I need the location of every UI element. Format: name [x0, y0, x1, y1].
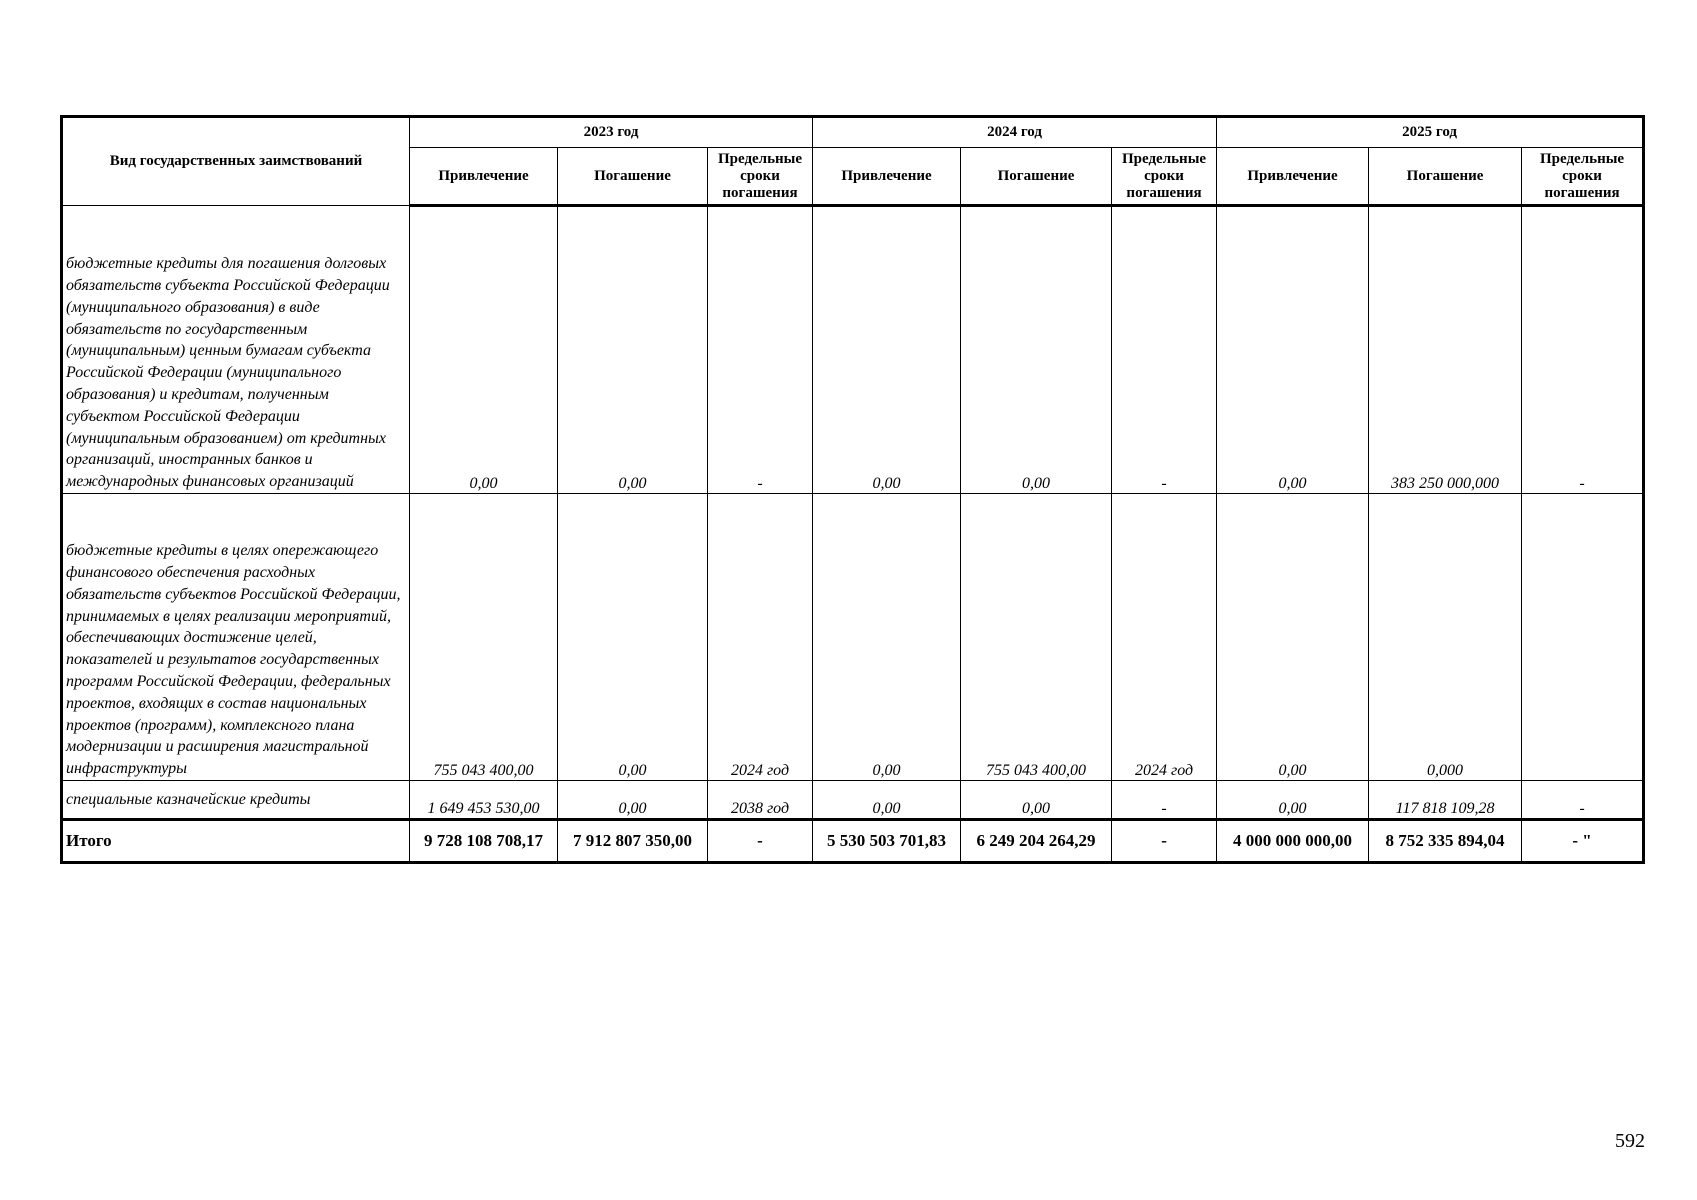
cell-value: 0,00	[1217, 206, 1369, 494]
col-header-deadline: Предельные сроки погашения	[708, 148, 813, 206]
cell-value: 0,00	[961, 781, 1112, 820]
row-name: специальные казначейские кредиты	[62, 781, 410, 820]
col-header-deadline: Предельные сроки погашения	[1112, 148, 1217, 206]
cell-value: 2038 год	[708, 781, 813, 820]
cell-value: -	[1112, 781, 1217, 820]
cell-value: -	[1522, 206, 1644, 494]
total-value: 6 249 204 264,29	[961, 820, 1112, 863]
cell-value: 0,00	[1217, 494, 1369, 781]
cell-value: 0,00	[558, 781, 708, 820]
total-value: -	[1112, 820, 1217, 863]
row-name: бюджетные кредиты в целях опережающего финансового обеспечения расходных обязательств субъектов Российской Федерации, принимаемых в целях реализации мероприятий, обеспечивающих достижение целей, показателей и результатов государственных программ Российской Федерации, федеральных проектов, входящих в состав национальных проектов (программ), комплексного плана модернизации и расширения магистральной инфраструктуры	[62, 494, 410, 781]
col-header-attraction: Привлечение	[410, 148, 558, 206]
col-header-attraction: Привлечение	[1217, 148, 1369, 206]
cell-value: 755 043 400,00	[961, 494, 1112, 781]
cell-value: 0,00	[558, 494, 708, 781]
total-value: 4 000 000 000,00	[1217, 820, 1369, 863]
type-column-header: Вид государственных заимствований	[62, 117, 410, 206]
cell-value: 755 043 400,00	[410, 494, 558, 781]
cell-value: 0,000	[1369, 494, 1522, 781]
total-value: 5 530 503 701,83	[813, 820, 961, 863]
cell-value: -	[1112, 206, 1217, 494]
cell-value: -	[708, 206, 813, 494]
cell-value: 0,00	[813, 206, 961, 494]
total-value: 7 912 807 350,00	[558, 820, 708, 863]
table-row	[62, 494, 1644, 781]
total-value: 8 752 335 894,04	[1369, 820, 1522, 863]
total-value: 9 728 108 708,17	[410, 820, 558, 863]
col-header-attraction: Привлечение	[813, 148, 961, 206]
total-value: - "	[1522, 820, 1644, 863]
cell-value: 2024 год	[1112, 494, 1217, 781]
cell-value: -	[1522, 781, 1644, 820]
borrowings-table	[60, 115, 1645, 864]
cell-value: 2024 год	[708, 494, 813, 781]
col-header-repayment: Погашение	[961, 148, 1112, 206]
cell-value: 0,00	[813, 494, 961, 781]
col-header-repayment: Погашение	[1369, 148, 1522, 206]
page-number: 592	[1615, 1130, 1645, 1152]
cell-value: 383 250 000,000	[1369, 206, 1522, 494]
total-value: -	[708, 820, 813, 863]
year-header-2024: 2024 год	[813, 117, 1217, 148]
total-row	[62, 820, 1644, 863]
col-header-repayment: Погашение	[558, 148, 708, 206]
cell-value: 0,00	[1217, 781, 1369, 820]
year-header-2025: 2025 год	[1217, 117, 1644, 148]
table-row	[62, 206, 1644, 494]
year-header-2023: 2023 год	[410, 117, 813, 148]
table-row	[62, 781, 1644, 820]
cell-value: 1 649 453 530,00	[410, 781, 558, 820]
cell-value: 0,00	[961, 206, 1112, 494]
cell-value: 0,00	[410, 206, 558, 494]
cell-value: 0,00	[813, 781, 961, 820]
row-name: бюджетные кредиты для погашения долговых обязательств субъекта Российской Федерации (муниципального образования) в виде обязательств по государственным (муниципальным) ценным бумагам субъекта Российской Федерации (муниципального образования) и кредитам, полученным субъектом Российской Федерации (муниципальным образованием) от кредитных организаций, иностранных банков и международных финансовых организаций	[62, 206, 410, 494]
total-label: Итого	[62, 820, 410, 863]
cell-value: 0,00	[558, 206, 708, 494]
cell-value	[1522, 494, 1644, 781]
col-header-deadline: Предельные сроки погашения	[1522, 148, 1644, 206]
cell-value: 117 818 109,28	[1369, 781, 1522, 820]
